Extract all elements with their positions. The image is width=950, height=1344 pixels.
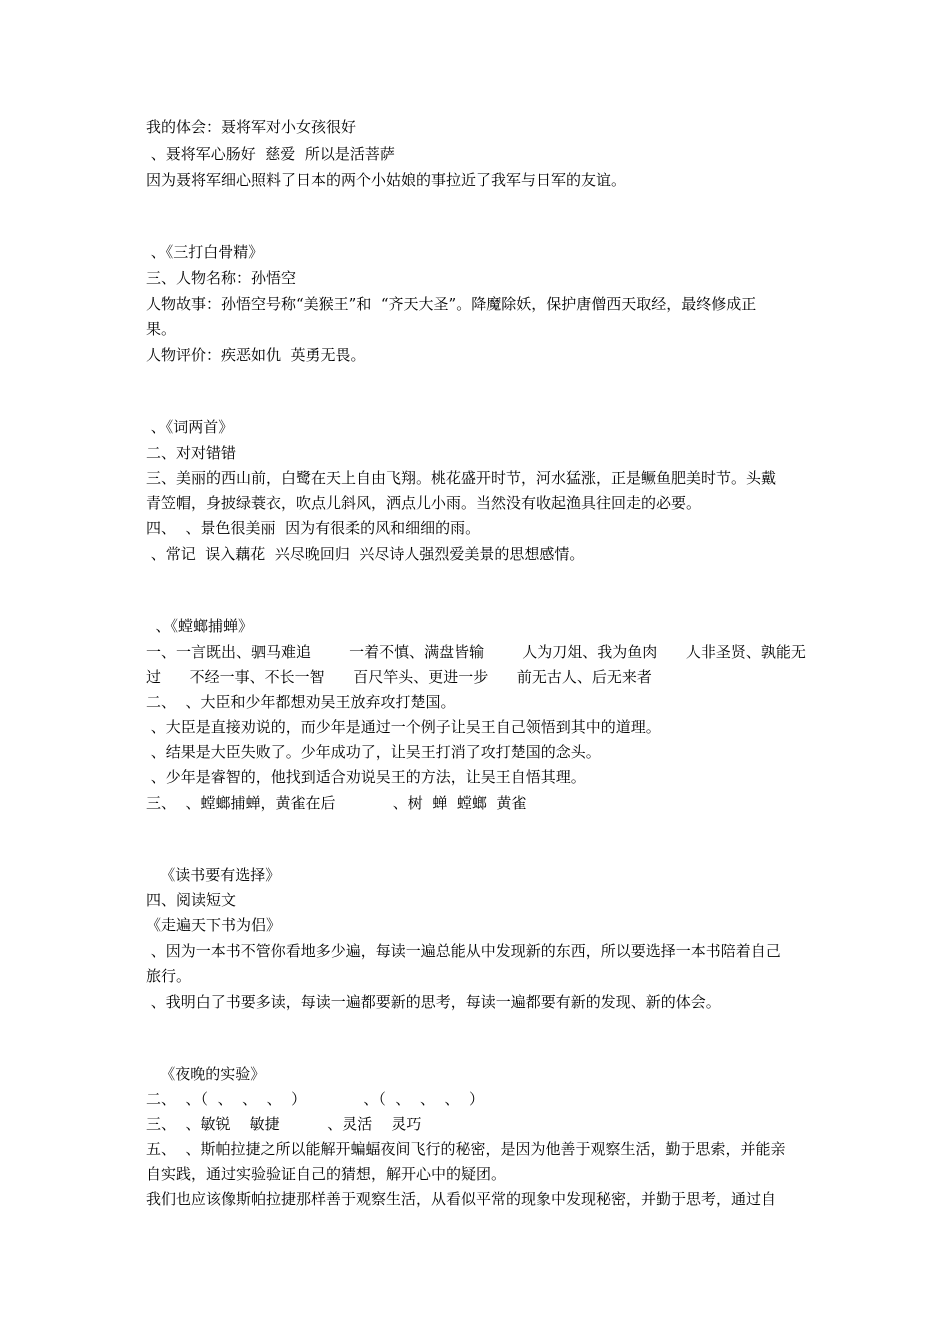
text-line: 、结果是大臣失败了。少年成功了，让吴王打消了攻打楚国的念头。 bbox=[146, 743, 601, 761]
text-line: 、大臣是直接劝说的，而少年是通过一个例子让吴王自己领悟到其中的道理。 bbox=[146, 718, 661, 736]
text-line: 人物评价：疾恶如仇 英勇无畏。 bbox=[146, 346, 366, 364]
text-line: 二、对对错错 bbox=[146, 444, 237, 462]
text-line: 旅行。 bbox=[146, 967, 192, 985]
text-line: 、因为一本书不管你看地多少遍，每读一遍总能从中发现新的东西，所以要选择一本书陪着自己 bbox=[146, 942, 781, 960]
text-line: 、常记 误入藕花 兴尽晚回归 兴尽诗人强烈爱美景的思想感情。 bbox=[146, 545, 585, 563]
text-line: 人物故事：孙悟空号称“美猴王”和 “齐天大圣”。降魔除妖，保护唐僧西天取经，最终修成正 bbox=[146, 295, 757, 313]
section-heading: 、《三打白骨精》 bbox=[146, 243, 264, 261]
text-line: 果。 bbox=[146, 320, 177, 338]
text-line: 青笠帽，身披绿蓑衣，吹点儿斜风，洒点儿小雨。当然没有收起渔具往回走的必要。 bbox=[146, 494, 702, 512]
section-heading: 、《螳螂捕蝉》 bbox=[146, 617, 254, 635]
text-line: 、聂将军心肠好 慈爱 所以是活菩萨 bbox=[146, 145, 395, 163]
text-line: 三、 、螳螂捕蝉，黄雀在后 、树 蝉 螳螂 黄雀 bbox=[146, 794, 527, 812]
text-line: 二、 、（ 、 、 、 ） 、（ 、 、 、 ） bbox=[146, 1090, 485, 1108]
text-line: 五、 、斯帕拉捷之所以能解开蝙蝠夜间飞行的秘密，是因为他善于观察生活，勤于思索，并能亲 bbox=[146, 1140, 786, 1158]
text-line: 过 不经一事、不长一智 百尺竿头、更进一步 前无古人、后无来者 bbox=[146, 668, 652, 686]
text-line: 、我明白了书要多读，每读一遍都要新的思考，每读一遍都要有新的发现、新的体会。 bbox=[146, 993, 721, 1011]
text-line: 因为聂将军细心照料了日本的两个小姑娘的事拉近了我军与日军的友谊。 bbox=[146, 171, 627, 189]
text-line: 四、 、景色很美丽 因为有很柔的风和细细的雨。 bbox=[146, 519, 481, 537]
section-heading: 《读书要有选择》 bbox=[146, 866, 281, 884]
text-line: 自实践，通过实验验证自己的猜想，解开心中的疑团。 bbox=[146, 1165, 507, 1183]
text-line: 四、阅读短文 bbox=[146, 891, 237, 909]
text-line: 、少年是睿智的，他找到适合劝说吴王的方法，让吴王自悟其理。 bbox=[146, 768, 586, 786]
text-line: 《走遍天下书为侣》 bbox=[146, 916, 282, 934]
text-line: 三、 、敏锐 敏捷 、灵活 灵巧 bbox=[146, 1115, 422, 1133]
text-line: 二、 、大臣和少年都想劝吴王放弃攻打楚国。 bbox=[146, 693, 456, 711]
text-line: 我的体会：聂将军对小女孩很好 bbox=[146, 118, 357, 136]
text-line: 一、一言既出、驷马难追 一着不慎、满盘皆输 人为刀俎、我为鱼肉 人非圣贤、孰能无 bbox=[146, 643, 806, 661]
text-line: 我们也应该像斯帕拉捷那样善于观察生活，从看似平常的现象中发现秘密，并勤于思考，通过自 bbox=[146, 1190, 777, 1208]
section-heading: 、《词两首》 bbox=[146, 418, 234, 436]
text-line: 三、人物名称：孙悟空 bbox=[146, 269, 297, 287]
text-line: 三、美丽的西山前，白鹭在天上自由飞翔。桃花盛开时节，河水猛涨，正是鳜鱼肥美时节。头戴 bbox=[146, 469, 777, 487]
section-heading: 《夜晚的实验》 bbox=[146, 1065, 266, 1083]
